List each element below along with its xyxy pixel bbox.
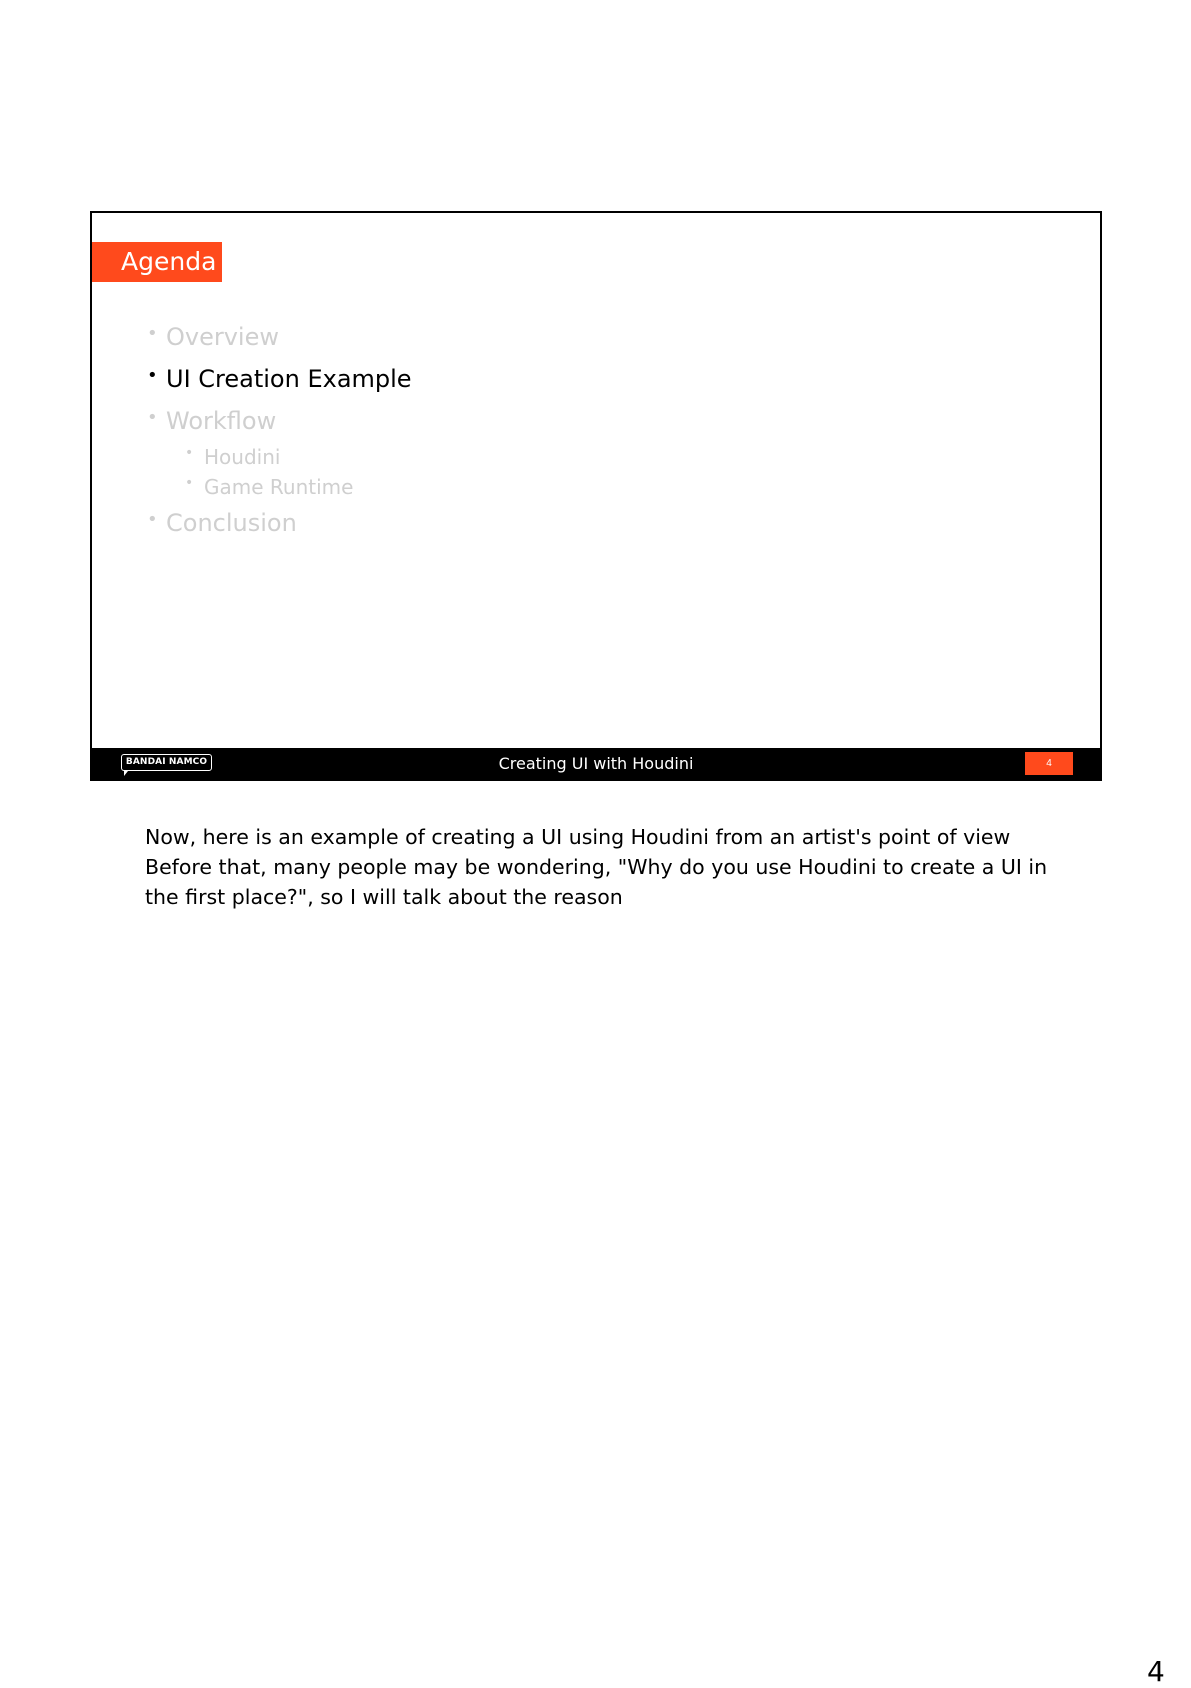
footer-title: Creating UI with Houdini xyxy=(498,754,694,773)
notes-line: Before that, many people may be wondering, "Why do you use Houdini to create a UI in the first place?", so I will talk about the reason xyxy=(145,855,1048,909)
bullet-icon: • xyxy=(185,445,194,461)
speaker-notes xyxy=(145,822,1075,912)
agenda-item-conclusion xyxy=(147,509,412,537)
agenda-item-workflow xyxy=(147,407,412,435)
bullet-icon: • xyxy=(185,475,194,491)
bullet-icon: • xyxy=(147,323,158,344)
agenda-list xyxy=(147,323,412,551)
slide-footer xyxy=(92,748,1100,779)
bullet-icon: • xyxy=(147,407,158,428)
agenda-item-overview xyxy=(147,323,412,351)
agenda-item-label: Game Runtime xyxy=(204,475,354,499)
notes-line: Now, here is an example of creating a UI using Houdini from an artist's point of view xyxy=(145,825,1011,849)
agenda-item-label: Overview xyxy=(166,323,279,351)
bullet-icon: • xyxy=(147,365,158,386)
slide-frame xyxy=(90,211,1102,781)
agenda-item-label: Workflow xyxy=(166,407,277,435)
logo-text: BANDAI NAMCO xyxy=(125,757,208,767)
page-number: 4 xyxy=(1147,1655,1165,1688)
slide-number-badge: 4 xyxy=(1025,752,1073,775)
agenda-item-label: Houdini xyxy=(204,445,281,469)
agenda-subitem-game-runtime xyxy=(185,475,412,499)
agenda-item-label: UI Creation Example xyxy=(166,365,412,393)
agenda-subitem-houdini xyxy=(185,445,412,469)
agenda-item-ui-creation-example xyxy=(147,365,412,393)
agenda-item-label: Conclusion xyxy=(166,509,297,537)
slide-heading: Agenda xyxy=(92,242,222,282)
bullet-icon: • xyxy=(147,509,158,530)
